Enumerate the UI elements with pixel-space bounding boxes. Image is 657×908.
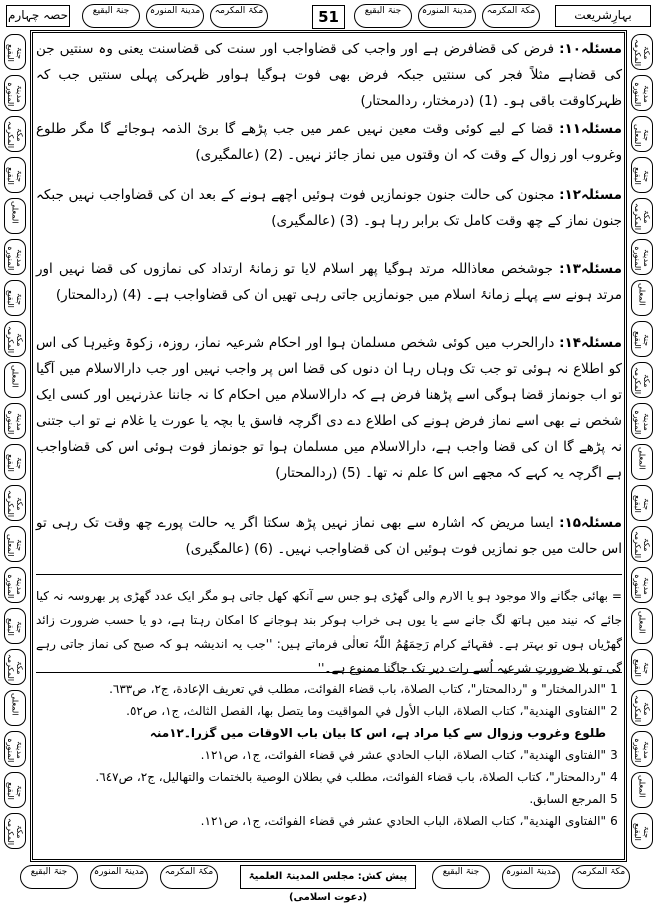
header-oval: جنۃ البقیع	[354, 4, 412, 28]
footer-oval: جنۃ البقیع	[20, 865, 78, 889]
side-tab	[631, 321, 653, 357]
side-tab	[631, 75, 653, 111]
side-tab-label: مدینۃ المنورہ	[6, 573, 24, 599]
side-tab-label: مکۃ المکرمہ	[633, 695, 651, 723]
header-oval: مکۃ المکرمہ	[210, 4, 268, 28]
side-tab-label: مکۃ المکرمہ	[633, 39, 651, 67]
part-label: حصہ چہارم	[6, 5, 70, 27]
side-tab	[631, 403, 653, 439]
footnote-text: "ردالمحتار"، كتاب الصلاة، باب قضاء الفوائت، مطلب في بطلان الوصية بالختمات والتهاليل، ج٢، ص٦٤٧.	[95, 770, 606, 784]
book-title: بہارِشریعت	[555, 5, 651, 27]
masala-text: فرض کی قضافرض ہے اور واجب کی قضاواجب اور سنت کی قضاسنت یعنی وہ سنتیں جن کی قضاہے مثلاً فجر کی سنتیں جبکہ فرض بھی فوت ہوگیا ہواور ظہرکی پہلی سنتیں جب کہ ظہرکاوقت باقی ہو۔ (1) (درمختار، ردالمحتار)	[36, 41, 622, 109]
side-tab	[4, 157, 26, 193]
footer-oval: مکۃ المکرمہ	[572, 865, 630, 889]
side-tab	[4, 485, 26, 521]
side-tab-label: جنۃ البقیع	[6, 44, 24, 62]
footnote-number: 5	[610, 792, 618, 806]
side-tab	[4, 75, 26, 111]
side-tab	[4, 731, 26, 767]
side-tab-label: جنۃ البقیع	[633, 167, 651, 185]
side-tab-label: مدینۃ المنورہ	[633, 245, 651, 271]
side-tab	[631, 567, 653, 603]
side-tab-label: المعلی	[637, 283, 647, 306]
footnote-text: "الدرالمختار" و "ردالمحتار"، كتاب الصلاة، باب قضاء الفوائت، مطلب في تعريف الإعادة، ج٢، ص٦٣٣.	[109, 682, 606, 696]
side-tab	[631, 362, 653, 398]
publisher-label: پیش کش: مجلس المدینۃ العلمیۃ (دعوت اسلامی)	[240, 865, 416, 889]
header-oval: مکۃ المکرمہ	[482, 4, 540, 28]
page-number: 51	[312, 5, 345, 29]
side-tab	[631, 157, 653, 193]
footnote-text: "الفتاوى الهندية"، كتاب الصلاة، الباب الحادي عشر في قضاء الفوائت، ج١، ص١٢١.	[200, 814, 606, 828]
side-tab	[4, 772, 26, 808]
footnote	[36, 788, 622, 810]
side-tab	[4, 444, 26, 480]
side-tab-label: المعلی	[10, 365, 20, 388]
masala-label: مسئلہ۱۵:	[559, 515, 622, 531]
side-tab-label: مکۃ المکرمہ	[6, 326, 24, 354]
side-tab	[4, 608, 26, 644]
side-tab	[631, 34, 653, 70]
side-tab	[4, 403, 26, 439]
masala-13	[36, 256, 622, 308]
side-tab-label: جنۃ البقیع	[633, 495, 651, 513]
footer-oval: مدینۃ المنورہ	[502, 865, 560, 889]
side-tab-label: مکۃ المکرمہ	[633, 531, 651, 559]
side-tab-label: مدینۃ المنورہ	[633, 573, 651, 599]
masala-10	[36, 36, 622, 114]
side-tab-label: مکۃ المکرمہ	[6, 490, 24, 518]
footer-oval: جنۃ البقیع	[432, 865, 490, 889]
side-tab-label: مکۃ المکرمہ	[633, 203, 651, 231]
side-tab-label: جنۃ البقیع	[6, 290, 24, 308]
masala-12	[36, 182, 622, 234]
footnote-text: "الفتاوى الهندية"، كتاب الصلاة، الباب الحادي عشر في قضاء الفوائت، ج١، ص١٢١.	[200, 748, 606, 762]
footnote-number: 1	[610, 682, 618, 696]
side-tab	[4, 116, 26, 152]
side-tab	[631, 280, 653, 316]
side-tab-label: مدینۃ المنورہ	[6, 81, 24, 107]
side-tab-label: المعلی	[637, 447, 647, 470]
side-tab	[4, 567, 26, 603]
header-oval: مدینۃ المنورہ	[146, 4, 204, 28]
footnote-number: 6	[610, 814, 618, 828]
side-tab-label: مکۃ المکرمہ	[6, 818, 24, 846]
side-tab	[631, 526, 653, 562]
side-tab-label: جنۃ البقیع	[6, 167, 24, 185]
header-oval: مدینۃ المنورہ	[418, 4, 476, 28]
footnote	[36, 744, 622, 766]
footnote-divider	[36, 574, 622, 575]
footnote	[36, 810, 622, 832]
masala-label: مسئلہ۱۳:	[559, 261, 622, 277]
masala-label: مسئلہ۱۱:	[559, 121, 622, 137]
masala-label: مسئلہ۱۲:	[559, 187, 622, 203]
side-tab-label: جنۃ المعلی	[633, 123, 651, 147]
side-tab-label: مدینۃ المنورہ	[633, 409, 651, 435]
side-tab-label: المعلی	[637, 611, 647, 634]
side-tab-label: مکۃ المکرمہ	[6, 654, 24, 682]
side-tab-label: مدینۃ المنورہ	[6, 245, 24, 271]
masala-11	[36, 116, 622, 168]
side-tab-label: جنۃ البقیع	[633, 823, 651, 841]
side-tab-label: المعلی	[10, 201, 20, 224]
side-tab-label: جنۃ البقیع	[6, 454, 24, 472]
side-tab	[4, 690, 26, 726]
side-tab-label: مکۃ المکرمہ	[633, 367, 651, 395]
footnote-number: 3	[610, 748, 618, 762]
masala-text: جوشخص معاذاللہ مرتد ہوگیا پھر اسلام لایا تو زمانۂ ارتداد کی نمازوں کی قضا نہیں اور مرتد ہونے سے پہلے زمانۂ اسلام میں جونمازیں جاتی رہی تھیں ان کی قضاواجب ہے۔ (4) (ردالمحتار)	[36, 261, 622, 303]
side-tab	[4, 239, 26, 275]
side-tab-label: مکۃ المکرمہ	[6, 121, 24, 149]
footnote-number: 2	[610, 704, 618, 718]
side-tab	[4, 34, 26, 70]
side-tab	[631, 239, 653, 275]
side-tab-label: جنۃ البقیع	[633, 659, 651, 677]
side-tab-label: مدینۃ المنورہ	[6, 409, 24, 435]
side-tab-label: جنۃ البقیع	[633, 331, 651, 349]
side-tab	[4, 321, 26, 357]
side-tab	[631, 485, 653, 521]
side-tab-label: جنۃ البقیع	[6, 782, 24, 800]
page-footer	[0, 864, 657, 903]
masala-text: مجنون کی حالت جنون جونمازیں فوت ہوئیں اچھے ہونے کے بعد ان کی قضاواجب نہیں جبکہ جنون نماز کے چھ وقت کامل تک برابر رہا ہو۔ (3) (عالمگیری)	[36, 187, 622, 229]
side-tab	[4, 813, 26, 849]
masala-label: مسئلہ۱۴:	[559, 335, 622, 351]
side-tab	[631, 444, 653, 480]
footnote-text: "الفتاوى الهندية"، كتاب الصلاة، الباب الأول في المواقيت وما يتصل بها، الفصل الثالث، ج١، ص٥٢.	[126, 704, 606, 718]
side-tab	[631, 649, 653, 685]
masala-label: مسئلہ۱۰:	[559, 41, 622, 57]
side-tab	[631, 690, 653, 726]
footnote	[36, 722, 622, 744]
page-header	[0, 3, 657, 29]
footnote-text: طلوع وغروب وزوال سے کیا مراد ہے، اس کا بیان باب الاوقات میں گزرا۔۱۲منہ	[149, 726, 606, 740]
side-tab	[631, 813, 653, 849]
footnote	[36, 678, 622, 700]
footnote	[36, 766, 622, 788]
side-tab-label: المعلی	[10, 693, 20, 716]
side-tab	[4, 362, 26, 398]
header-oval: جنۃ البقیع	[82, 4, 140, 28]
footnote-list	[36, 678, 622, 832]
masala-text: دارالحرب میں کوئی شخص مسلمان ہوا اور احکام شرعیہ نماز، روزہ، زکوۃ وغیرہا کی اس کو اطلاع نہ ہوئی تو جب تک وہاں رہا ان دنوں کی قضا اس پر واجب نہیں اور جب دارالاسلام میں آگیا تو اب جونماز قضا ہوگی اسے پڑھنا فرض ہے کہ دارالاسلام میں احکام کا نہ جاننا عذرنہیں اور کسی ایک شخص نے بھی اسے نماز فرض ہونے کی اطلاع دے دی اگرچہ فاسق یا بچہ یا عورت یا غلام نے تو اب جتنی نہ پڑھے گا ان کی قضا واجب ہے، دارالاسلام میں مسلمان ہوا تو جونماز فوت ہوئی اس کی قضاواجب ہے اگرچہ یہ کہے کہ مجھے اس کا علم نہ تھا۔ (5) (ردالمحتار)	[36, 335, 622, 481]
masala-15	[36, 510, 622, 562]
margin-note: = بھائی جگانے والا موجود ہو یا الارم والی گھڑی ہو جس سے آنکھ کھل جاتی ہو مگر ایک عدد گھڑی پر بھروسہ نہ کیا جائے کہ نیند میں ہاتھ لگ جانے سے یا یوں ہی خراب ہوکر بند ہوجانے کا امکان رہتا ہے، دو یا حسب ضرورت زائد گھڑیاں ہوں تو بہتر ہے۔ فقہائے کرام رَحِمَھُمُ اللّٰہُ تعالٰی فرماتے ہیں: ''جب یہ اندیشہ ہو کہ صبح کی نماز جاتی رہے گی تو بلا ضرورتِ شرعیہ اُسے رات دیر تک جاگنا ممنوع ہے۔''	[36, 589, 622, 675]
side-tab-label: جنۃ البقیع	[6, 618, 24, 636]
side-tab	[631, 198, 653, 234]
side-tab	[4, 198, 26, 234]
side-tab	[631, 116, 653, 152]
side-tab-label: مدینۃ المنورہ	[633, 737, 651, 763]
side-tab	[4, 280, 26, 316]
footnote	[36, 700, 622, 722]
side-tab	[631, 608, 653, 644]
masala-14	[36, 330, 622, 486]
masala-text: ایسا مریض کہ اشارہ سے بھی نماز نہیں پڑھ سکتا اگر یہ حالت پورے چھ وقت تک رہی تو اس حالت میں جو نمازیں فوت ہوئیں ان کی قضاواجب نہیں۔ (6) (عالمگیری)	[36, 515, 622, 557]
footer-oval: مکۃ المکرمہ	[160, 865, 218, 889]
side-tab	[631, 772, 653, 808]
side-tab-label: المعلی	[637, 775, 647, 798]
side-tab	[4, 649, 26, 685]
side-tab	[4, 526, 26, 562]
side-tab-label: جنۃ المعلی	[6, 533, 24, 557]
footnote-divider	[36, 672, 622, 673]
footnote-number: 4	[610, 770, 618, 784]
side-tab-label: مدینۃ المنورہ	[6, 737, 24, 763]
footnote-text: المرجع السابق.	[529, 792, 606, 806]
masala-text: قضا کے لیے کوئی وقت معین نہیں عمر میں جب پڑھے گا بریٔ الذمہ ہوجائے گا مگر طلوع وغروب اور زوال کے وقت کہ ان وقتوں میں نماز جائز نہیں۔ (2) (عالمگیری)	[36, 121, 622, 163]
footer-oval: مدینۃ المنورہ	[90, 865, 148, 889]
side-tab-label: مدینۃ المنورہ	[633, 81, 651, 107]
side-tab	[631, 731, 653, 767]
